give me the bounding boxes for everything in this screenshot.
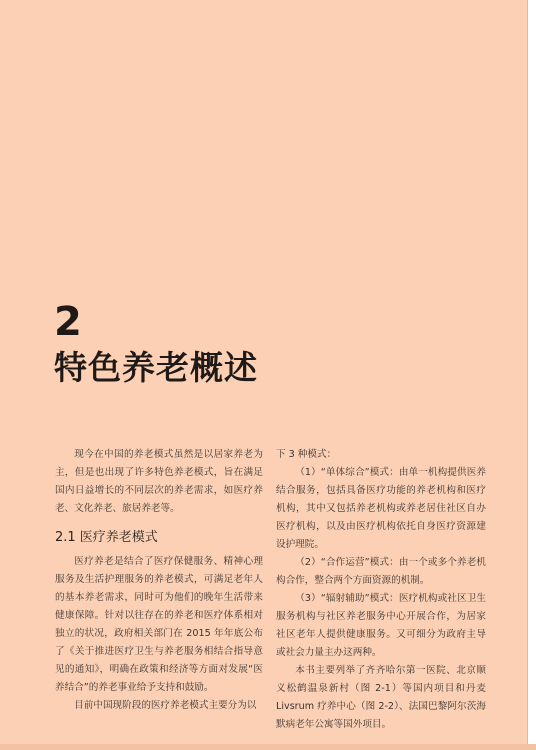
body-paragraph: （2）“合作运营”模式：由一个或多个养老机构合作，整合两个方面资源的机制。 — [276, 557, 486, 586]
intro-paragraph: 现今在中国的养老模式虽然是以居家养老为主，但是也出现了许多特色养老模式，旨在满足国内日益增长的不同层次的养老需求，如医疗养老、文化养老、旅居养老等。 — [55, 449, 263, 514]
page-bottom-edge — [0, 744, 536, 750]
chapter-title: 特色养老概述 — [54, 348, 258, 387]
section-heading: 2.1 医疗养老模式 — [55, 530, 158, 545]
body-paragraph: 医疗养老是结合了医疗保健服务、精神心理服务及生活护理服务的养老模式，可满足老年人的基本养老需求，同时可为他们的晚年生活带来健康保障。针对以往存在的养老和医疗体系相对独立的状况，政府相关部门在 2015 年年底公布了《关于推进医疗卫生与养老服务相结合指导意见的通知》，明确在政策和经济等方面对发展“医养结合”的养老事业给予支持和鼓励。 — [55, 556, 263, 693]
body-paragraph: 目前中国现阶段的医疗养老模式主要分为以 — [74, 700, 257, 711]
body-paragraph: （1）“单体综合”模式：由单一机构提供医养结合服务，包括具备医疗功能的养老机构和医疗机构，其中又包括养老机构或养老居住社区自办医疗机构，以及由医疗机构依托自身医疗资源建设护理院。 — [276, 467, 486, 550]
page-edge — [528, 0, 536, 750]
left-column — [55, 446, 263, 715]
body-paragraph: 本书主要列举了齐齐哈尔第一医院、北京顺义松鹤温泉新村（图 2-1）等国内项目和丹麦 Livsrum 疗养中心（图 2-2）、法国巴黎阿尔茨海默病老年公寓等国外项目。 — [276, 665, 486, 730]
right-column — [276, 446, 486, 734]
chapter-number: 2 — [54, 299, 82, 345]
body-paragraph: （3）“辐射辅助”模式：医疗机构或社区卫生服务机构与社区养老服务中心开展合作，为居家社区老年人提供健康服务。又可细分为政府主导或社会力量主办这两种。 — [276, 593, 486, 658]
body-paragraph: 下 3 种模式： — [276, 449, 337, 460]
